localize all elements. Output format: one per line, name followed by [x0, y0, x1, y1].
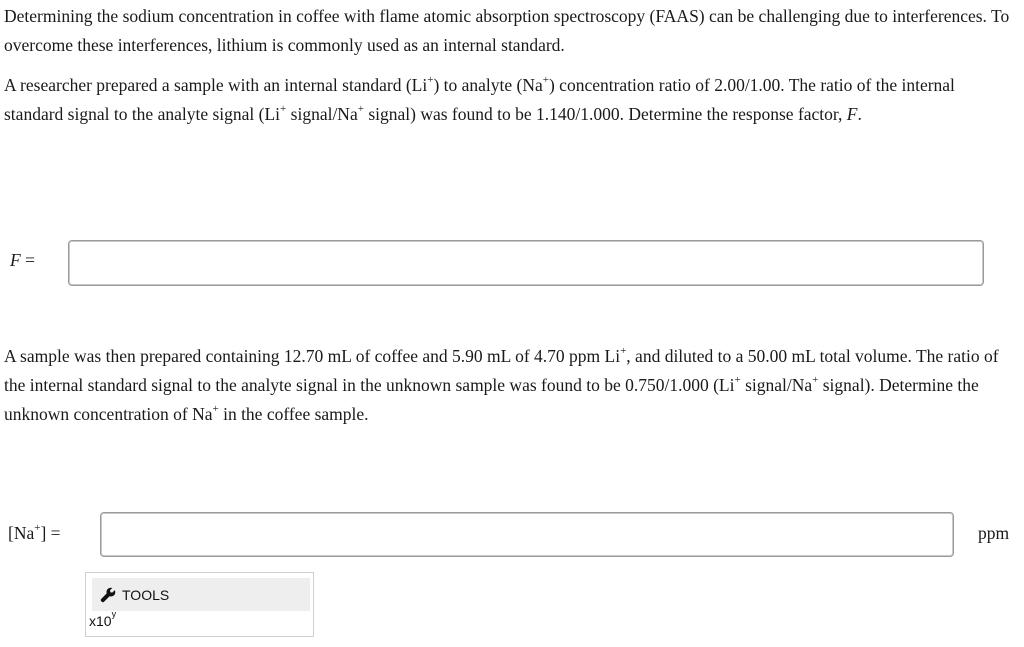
part1-text: signal) was found to be 1.140/1.000. Determine the response factor, — [363, 104, 847, 124]
sodium-concentration-label — [8, 521, 61, 545]
na-label-close: ] = — [40, 523, 61, 543]
part1-text: . — [857, 104, 862, 124]
response-factor-variable: F — [846, 104, 858, 124]
sodium-concentration-input[interactable] — [100, 512, 954, 557]
equals-sign: = — [20, 250, 35, 270]
part1-text: A researcher prepared a sample with an internal standard (Li — [4, 75, 428, 95]
part2-text: signal). Determine the unknown concentration of Na — [4, 375, 979, 424]
plus-sign: + — [280, 103, 287, 116]
plus-sign: + — [620, 345, 627, 358]
f-variable: F — [10, 250, 21, 270]
plus-sign: + — [542, 74, 549, 87]
part2-paragraph — [4, 342, 1014, 429]
unit-label: ppm — [978, 523, 1010, 543]
intro-text: Determining the sodium concentration in coffee with flame atomic absorption spectroscopy (FAAS) can be challenging due to interferences. To overcome these interferences, lithium is commonly used as an internal standard. — [4, 6, 1010, 55]
tools-panel — [85, 572, 314, 637]
scientific-notation-button[interactable] — [89, 609, 117, 629]
sci-exponent: y — [111, 609, 117, 620]
plus-sign: + — [812, 374, 819, 387]
part2-text: A sample was then prepared containing 12.70 mL of coffee and 5.90 mL of 4.70 ppm Li — [4, 346, 621, 366]
response-factor-label — [10, 248, 35, 272]
response-factor-input[interactable] — [68, 240, 984, 286]
part1-text: ) to analyte (Na — [433, 75, 543, 95]
part1-text: signal/Na — [286, 104, 358, 124]
na-label-open: [Na — [8, 523, 35, 543]
part2-text: in the coffee sample. — [218, 404, 369, 424]
plus-sign: + — [212, 403, 219, 416]
wrench-icon — [100, 587, 116, 603]
part1-paragraph — [4, 71, 1014, 129]
sci-base: x10 — [89, 613, 112, 629]
plus-sign: + — [734, 374, 741, 387]
plus-sign: + — [357, 103, 364, 116]
part1-text: ) concentration ratio of 2.00/1.00. The ratio of the internal standard signal to the analyte signal (Li — [4, 75, 955, 124]
intro-paragraph — [4, 2, 1014, 60]
plus-sign: + — [34, 522, 41, 535]
part2-text: signal/Na — [740, 375, 813, 395]
plus-sign: + — [427, 74, 434, 87]
tools-button[interactable] — [92, 578, 310, 611]
part2-text: , and diluted to a 50.00 mL total volume. The ratio of the internal standard signal to the analyte signal in the unknown sample was found to be 0.750/1.000 (Li — [4, 346, 999, 395]
tools-label: TOOLS — [122, 586, 170, 603]
